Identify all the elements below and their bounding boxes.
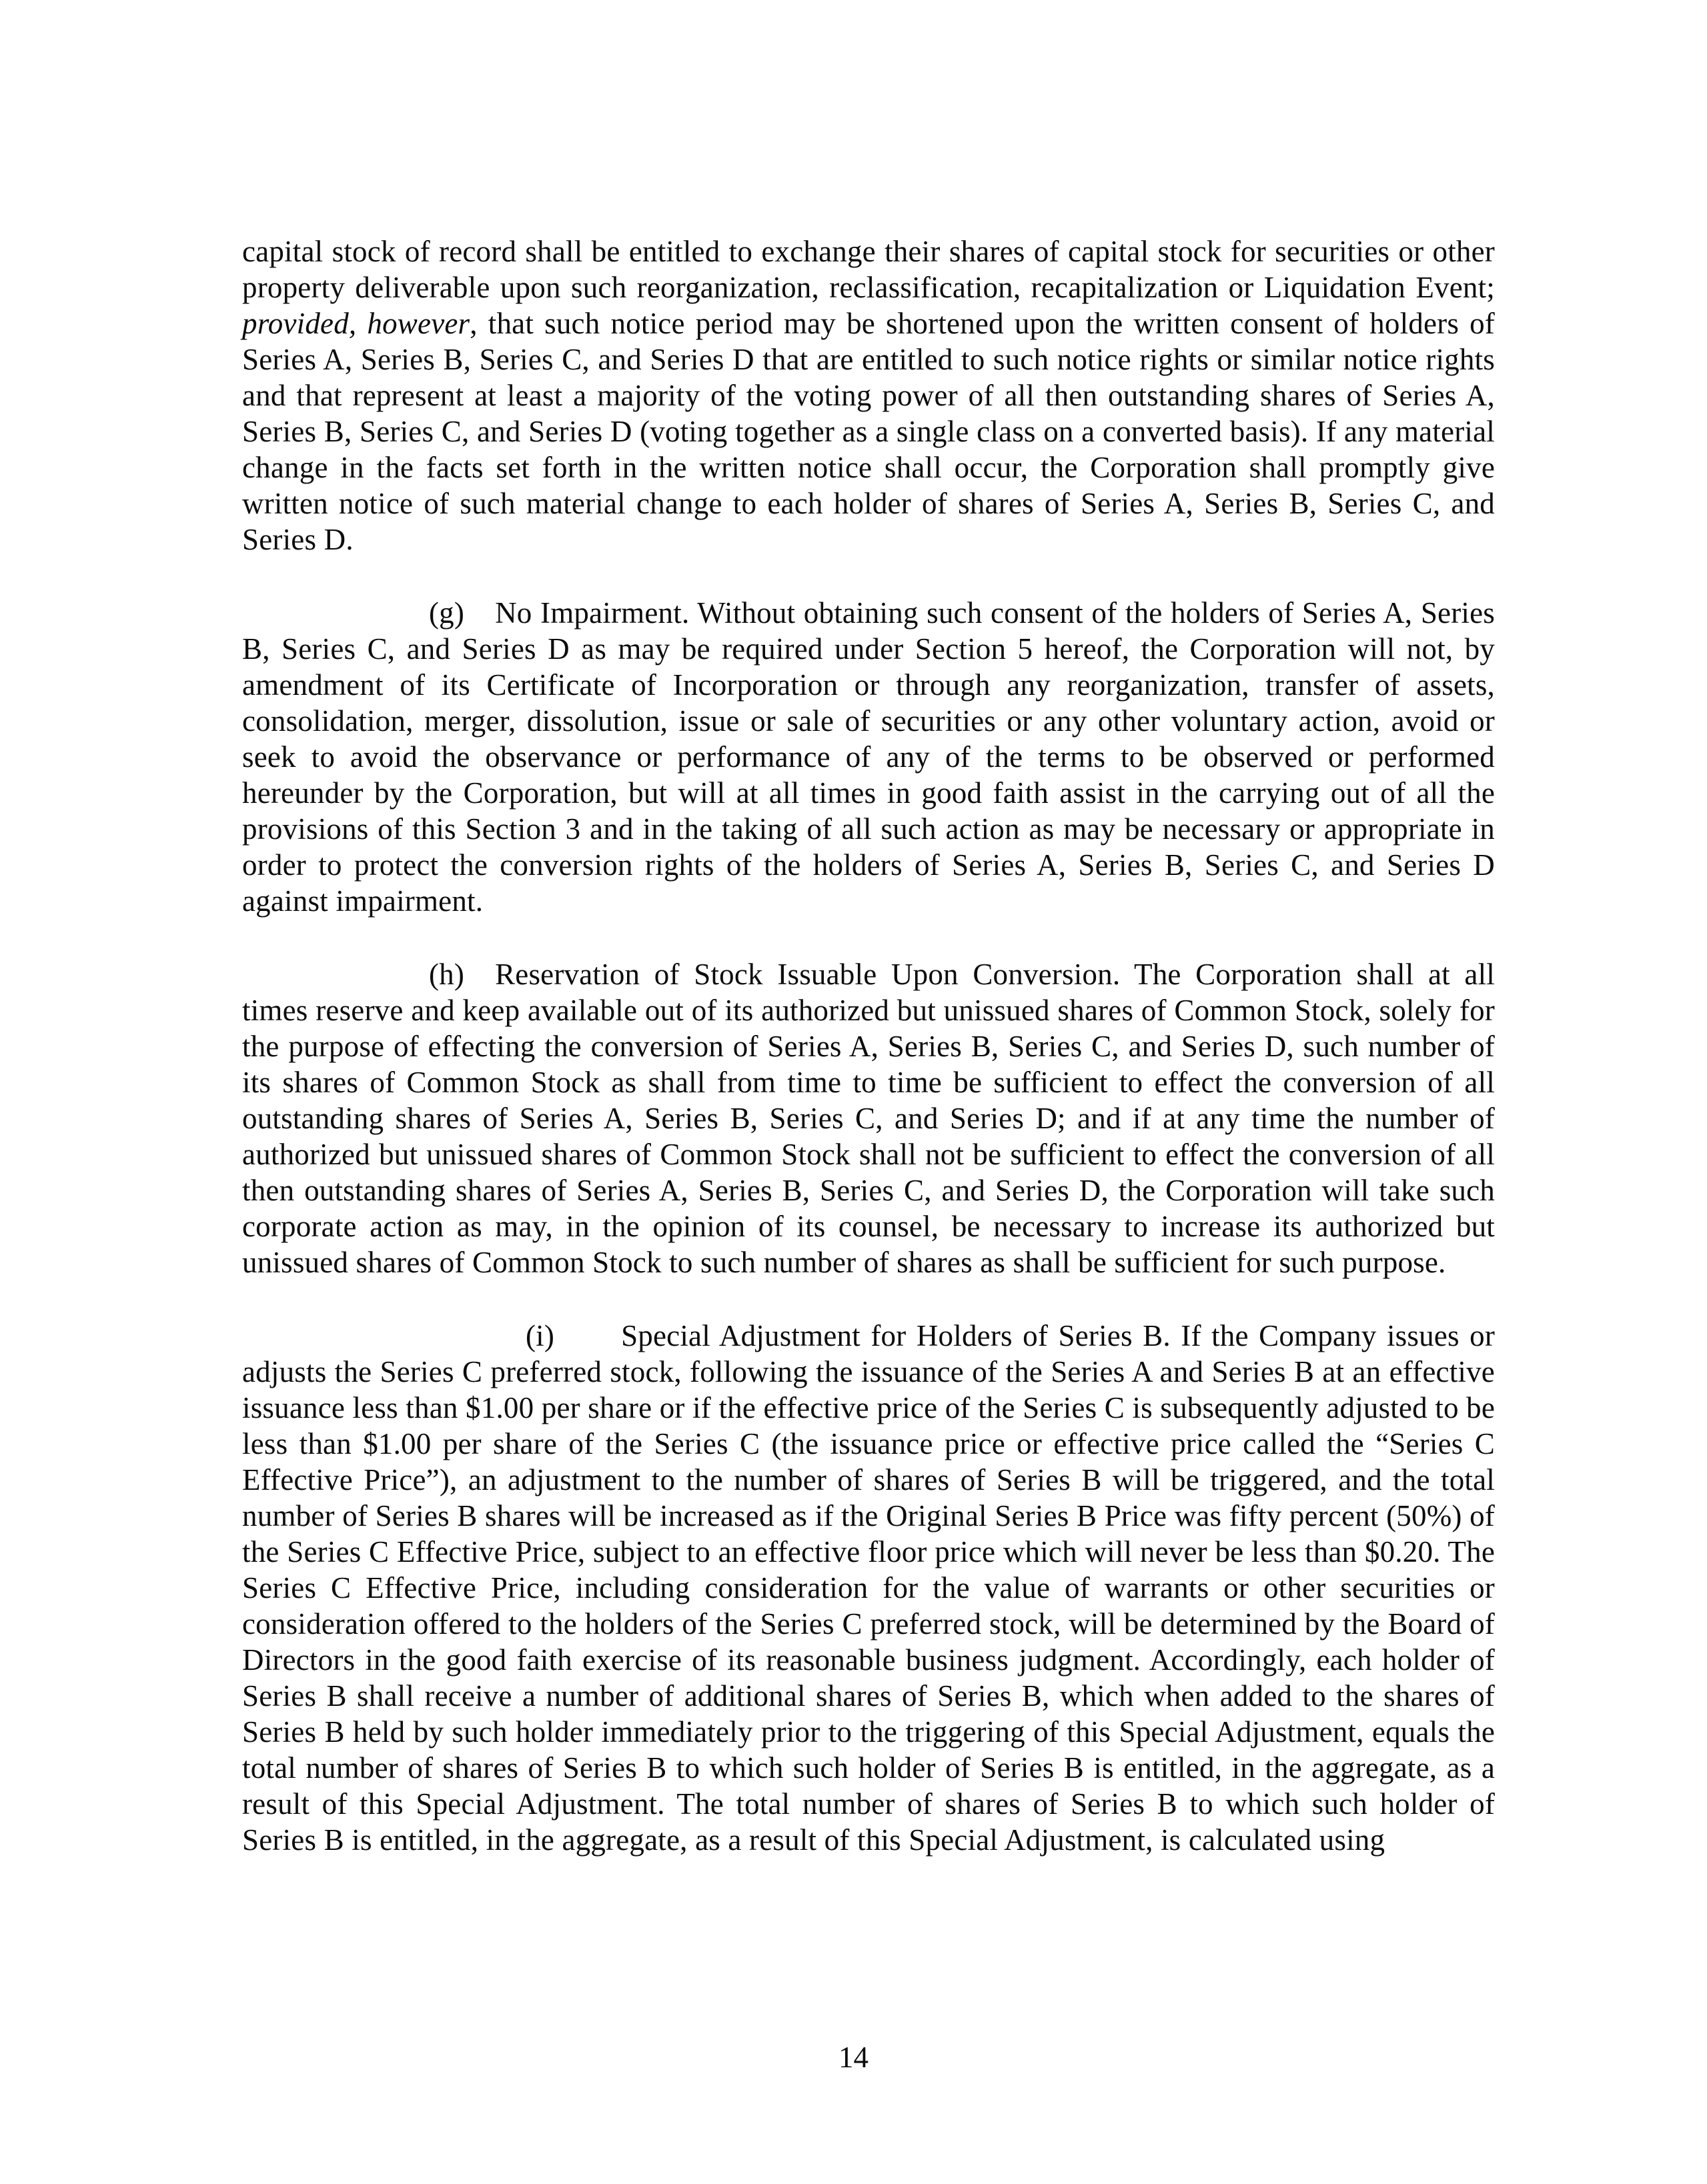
page-number: 14 xyxy=(838,2041,869,2074)
paragraph-g xyxy=(242,595,1495,919)
section-heading-h: Reservation of Stock Issuable Upon Conversion. xyxy=(495,958,1121,991)
section-label-g: (g) xyxy=(429,596,465,630)
section-label-i: (i) xyxy=(526,1319,555,1352)
paragraph-continuation xyxy=(242,233,1495,558)
paragraph-h xyxy=(242,956,1495,1280)
paragraph-text: , that such notice period may be shortened upon the written consent of holders of Series A, Series B, Series C, and Series D that are entitled to such notice rights or similar notice rights and that represent at least a majority of the voting power of all then outstanding shares of Series A, Series B, Series C, and Series D (voting together as a single class on a converted basis). If any material change in the facts set forth in the written notice shall occur, the Corporation shall promptly give written notice of such material change to each holder of shares of Series A, Series B, Series C, and Series D. xyxy=(242,307,1495,556)
section-label-h: (h) xyxy=(429,958,465,991)
section-body-i: If the Company issues or adjusts the Series C preferred stock, following the issuance of the Series A and Series B at an effective issuance less than $1.00 per share or if the effective price of the Series C is subsequently adjusted to be less than $1.00 per share of the Series C (the issuance price or effective price called the “Series C Effective Price”), an adjustment to the number of shares of Series B will be triggered, and the total number of Series B shares will be increased as if the Original Series B Price was fifty percent (50%) of the Series C Effective Price, subject to an effective floor price which will never be less than $0.20. The Series C Effective Price, including consideration for the value of warrants or other securities or consideration offered to the holders of the Series C preferred stock, will be determined by the Board of Directors in the good faith exercise of its reasonable business judgment. Accordingly, each holder of Series B shall receive a number of additional shares of Series B, which when added to the shares of Series B held by such holder immediately prior to the triggering of this Special Adjustment, equals the total number of shares of Series B to which such holder of Series B is entitled, in the aggregate, as a result of this Special Adjustment. The total number of shares of Series B to which such holder of Series B is entitled, in the aggregate, as a result of this Special Adjustment, is calculated using xyxy=(242,1319,1495,1857)
section-heading-g: No Impairment. xyxy=(495,596,690,630)
section-body-g: Without obtaining such consent of the holders of Series A, Series B, Series C, and Series D as may be required under Section 5 hereof, the Corporation will not, by amendment of its Certificate of Incorporation or through any reorganization, transfer of assets, consolidation, merger, dissolution, issue or sale of securities or any other voluntary action, avoid or seek to avoid the observance or performance of any of the terms to be observed or performed hereunder by the Corporation, but will at all times in good faith assist in the carrying out of all the provisions of this Section 3 and in the taking of all such action as may be necessary or appropriate in order to protect the conversion rights of the holders of Series A, Series B, Series C, and Series D against impairment. xyxy=(242,596,1495,918)
paragraph-text: capital stock of record shall be entitled to exchange their shares of capital stock for securities or other property deliverable upon such reorganization, reclassification, recapitalization or Liquidation Event; xyxy=(242,235,1495,304)
provided-however-italic: provided, however xyxy=(242,307,470,340)
document-body xyxy=(242,233,1495,1858)
tab-spacer xyxy=(554,1345,621,1346)
section-body-h: The Corporation shall at all times reserve and keep available out of its authorized but unissued shares of Common Stock, solely for the purpose of effecting the conversion of Series A, Series B, Series C, and Series D, such number of its shares of Common Stock as shall from time to time be sufficient to effect the conversion of all outstanding shares of Series A, Series B, Series C, and Series D; and if at any time the number of authorized but unissued shares of Common Stock shall not be sufficient to effect the conversion of all then outstanding shares of Series A, Series B, Series C, and Series D, the Corporation will take such corporate action as may, in the opinion of its counsel, be necessary to increase its authorized but unissued shares of Common Stock to such number of shares as shall be sufficient for such purpose. xyxy=(242,958,1495,1279)
paragraph-i xyxy=(242,1318,1495,1858)
section-heading-i: Special Adjustment for Holders of Series B. xyxy=(621,1319,1171,1352)
tab-spacer xyxy=(464,622,495,623)
